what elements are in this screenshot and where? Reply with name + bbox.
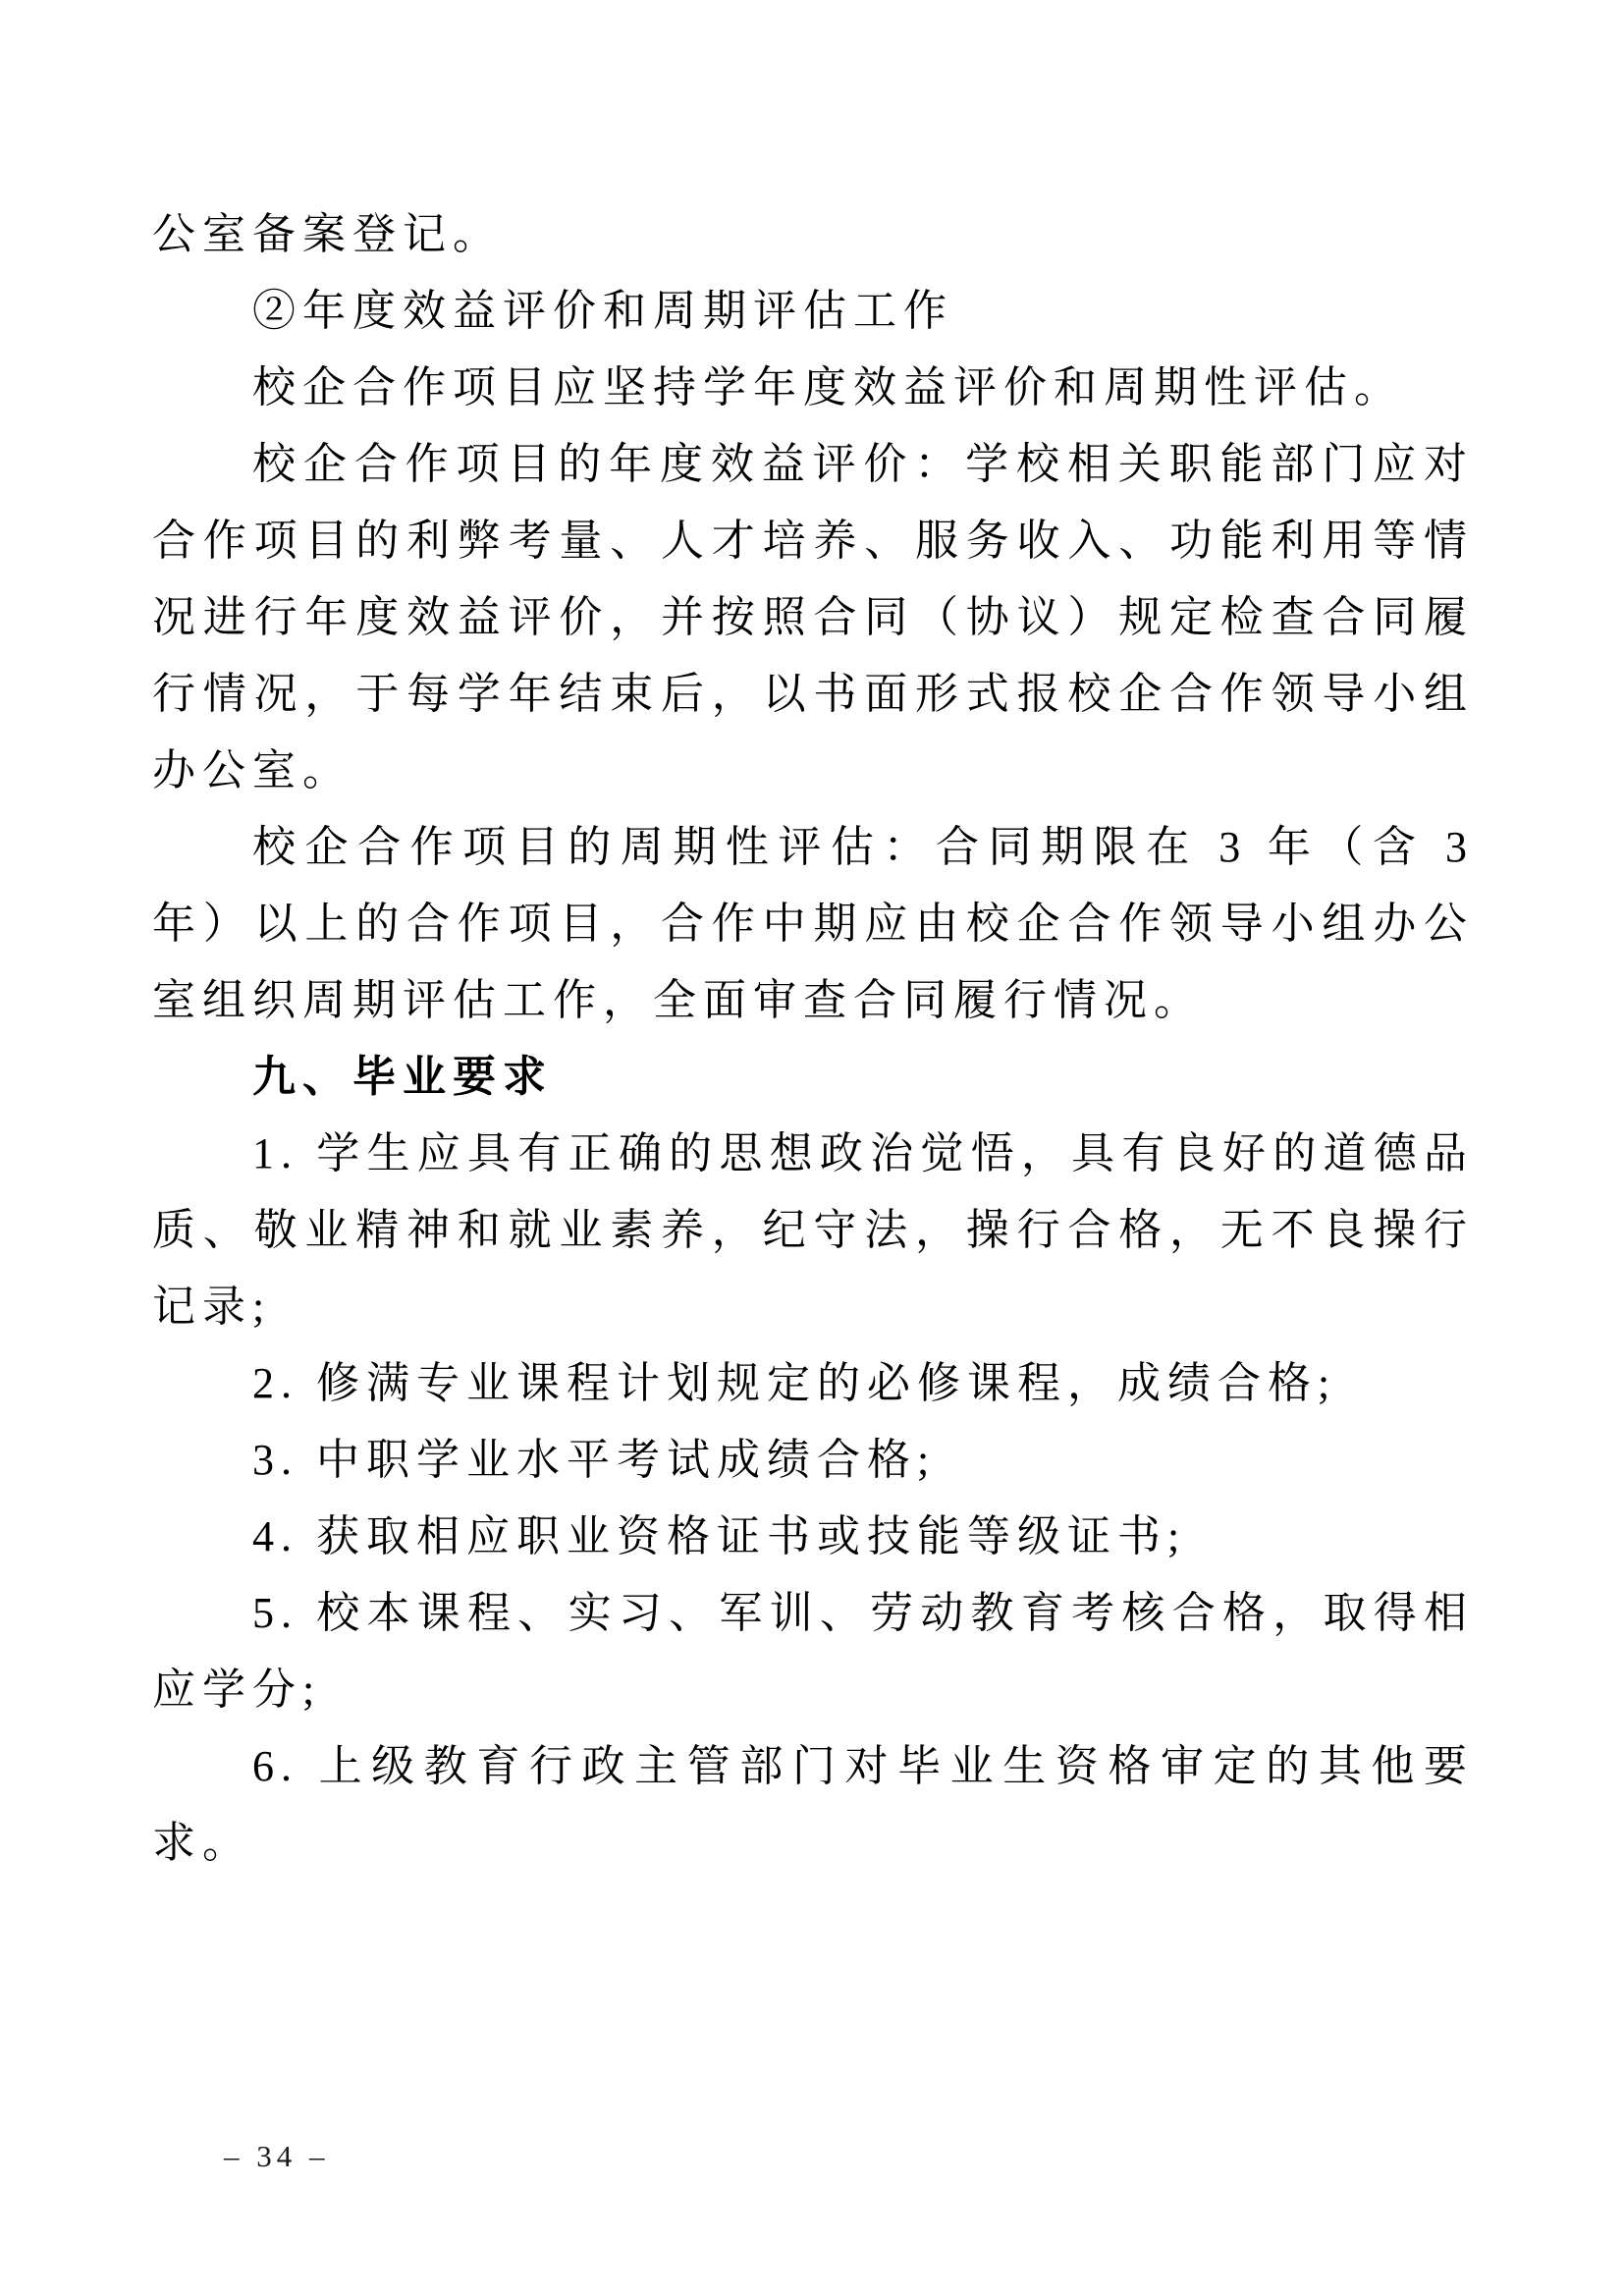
- paragraph: 校企合作项目的年度效益评价：学校相关职能部门应对合作项目的利弊考量、人才培养、服务收入、功能利用等情况进行年度效益评价，并按照合同（协议）规定检查合同履行情况，于每学年结束后，以书面形式报校企合作领导小组办公室。: [152, 440, 1474, 794]
- document-body: [152, 196, 1474, 1882]
- paragraph: 5. 校本课程、实习、军训、劳动教育考核合格，取得相应学分;: [152, 1589, 1474, 1714]
- paragraph: 校企合作项目的周期性评估：合同期限在 3 年（含 3 年）以上的合作项目，合作中期应由校企合作领导小组办公室组织周期评估工作，全面审查合同履行情况。: [152, 823, 1474, 1024]
- page-number: – 34 –: [224, 2139, 330, 2173]
- paragraph: 6. 上级教育行政主管部门对毕业生资格审定的其他要求。: [152, 1742, 1474, 1867]
- paragraph: 4. 获取相应职业资格证书或技能等级证书;: [252, 1512, 1187, 1560]
- paragraph: 3. 中职学业水平考试成绩合格;: [252, 1436, 937, 1484]
- paragraph: 公室备案登记。: [152, 210, 503, 258]
- section-heading: 九、毕业要求: [252, 1053, 553, 1101]
- paragraph: ②年度效益评价和周期评估工作: [252, 287, 953, 335]
- paragraph: 2. 修满专业课程计划规定的必修课程，成绩合格;: [252, 1359, 1337, 1407]
- paragraph: 校企合作项目应坚持学年度效益评价和周期性评估。: [252, 363, 1404, 411]
- paragraph: 1. 学生应具有正确的思想政治觉悟，具有良好的道德品质、敬业精神和就业素养，纪守法，操行合格，无不良操行记录;: [152, 1129, 1474, 1331]
